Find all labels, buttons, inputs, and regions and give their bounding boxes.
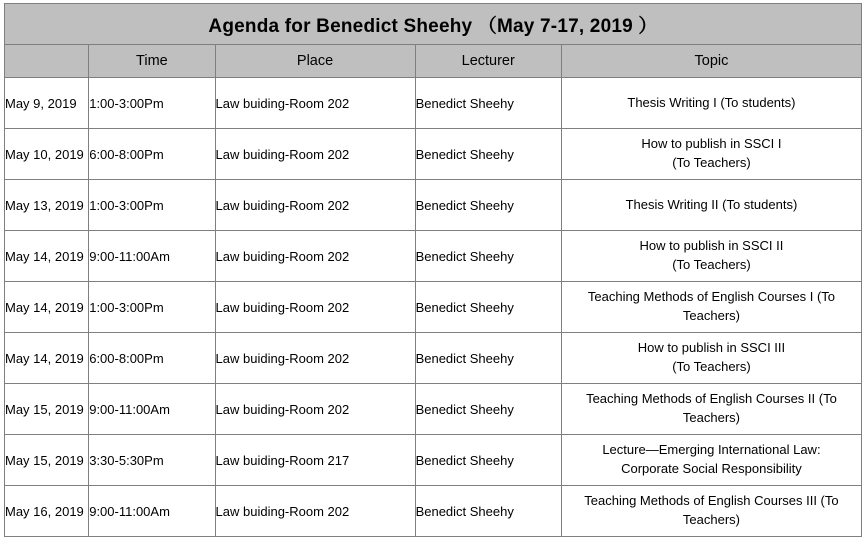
cell-topic-line-2: (To Teachers) — [672, 257, 751, 272]
cell-place: Law buiding-Room 202 — [215, 486, 415, 537]
cell-time: 9:00-11:00Am — [89, 231, 215, 282]
cell-lecturer: Benedict Sheehy — [415, 129, 561, 180]
cell-time: 1:00-3:00Pm — [89, 78, 215, 129]
cell-lecturer: Benedict Sheehy — [415, 231, 561, 282]
cell-date: May 14, 2019 — [5, 231, 89, 282]
table-row — [5, 486, 862, 537]
cell-topic-line-2: (To Teachers) — [672, 359, 751, 374]
cell-date: May 15, 2019 — [5, 435, 89, 486]
cell-topic — [561, 282, 861, 333]
table-row — [5, 78, 862, 129]
cell-time: 1:00-3:00Pm — [89, 180, 215, 231]
cell-time: 9:00-11:00Am — [89, 486, 215, 537]
cell-time: 6:00-8:00Pm — [89, 129, 215, 180]
cell-date: May 9, 2019 — [5, 78, 89, 129]
column-header-place: Place — [215, 45, 415, 78]
cell-topic — [561, 78, 861, 129]
cell-topic — [561, 180, 861, 231]
column-header-date — [5, 45, 89, 78]
cell-topic — [561, 435, 861, 486]
cell-place: Law buiding-Room 202 — [215, 282, 415, 333]
column-header-lecturer: Lecturer — [415, 45, 561, 78]
cell-time: 3:30-5:30Pm — [89, 435, 215, 486]
cell-topic-line-1: Thesis Writing I (To students) — [627, 94, 796, 110]
cell-place: Law buiding-Room 202 — [215, 231, 415, 282]
cell-topic-line-2: Teachers) — [682, 308, 740, 323]
cell-topic-line-2: (To Teachers) — [672, 155, 751, 170]
table-row — [5, 384, 862, 435]
cell-lecturer: Benedict Sheehy — [415, 333, 561, 384]
cell-lecturer: Benedict Sheehy — [415, 384, 561, 435]
cell-lecturer: Benedict Sheehy — [415, 486, 561, 537]
table-row — [5, 180, 862, 231]
cell-topic-line-1: Thesis Writing II (To students) — [625, 196, 798, 212]
table-header-row — [5, 45, 862, 78]
cell-date: May 13, 2019 — [5, 180, 89, 231]
table-row — [5, 333, 862, 384]
cell-topic — [561, 384, 861, 435]
table-title-row — [5, 4, 862, 45]
cell-topic — [561, 486, 861, 537]
cell-date: May 14, 2019 — [5, 282, 89, 333]
table-row — [5, 435, 862, 486]
cell-date: May 15, 2019 — [5, 384, 89, 435]
cell-topic-line-2: Teachers) — [682, 512, 740, 527]
cell-topic-line-1: Teaching Methods of English Courses I (To — [587, 289, 836, 305]
cell-time: 6:00-8:00Pm — [89, 333, 215, 384]
cell-topic-line-1: How to publish in SSCI II — [639, 238, 784, 254]
cell-date: May 14, 2019 — [5, 333, 89, 384]
cell-topic-line-1: Lecture—Emerging International Law: — [602, 442, 821, 458]
cell-place: Law buiding-Room 217 — [215, 435, 415, 486]
column-header-time: Time — [89, 45, 215, 78]
table-row — [5, 231, 862, 282]
cell-topic-line-1: Teaching Methods of English Courses II (To — [586, 391, 837, 407]
cell-topic — [561, 129, 861, 180]
cell-topic-line-1: How to publish in SSCI I — [641, 136, 782, 152]
document-page — [0, 3, 867, 554]
cell-date: May 16, 2019 — [5, 486, 89, 537]
table-row — [5, 129, 862, 180]
agenda-table — [4, 3, 862, 537]
cell-time: 1:00-3:00Pm — [89, 282, 215, 333]
title-date-range: （May 7-17, 2019 ） — [477, 15, 658, 37]
cell-topic — [561, 231, 861, 282]
cell-topic — [561, 333, 861, 384]
cell-topic-line-2: Teachers) — [682, 410, 740, 425]
cell-place: Law buiding-Room 202 — [215, 129, 415, 180]
cell-lecturer: Benedict Sheehy — [415, 78, 561, 129]
cell-lecturer: Benedict Sheehy — [415, 435, 561, 486]
cell-time: 9:00-11:00Am — [89, 384, 215, 435]
column-header-topic: Topic — [561, 45, 861, 78]
cell-date: May 10, 2019 — [5, 129, 89, 180]
cell-topic-line-1: Teaching Methods of English Courses III (To — [584, 493, 839, 509]
page-title: Agenda for Benedict Sheehy — [208, 15, 473, 37]
cell-place: Law buiding-Room 202 — [215, 78, 415, 129]
cell-place: Law buiding-Room 202 — [215, 180, 415, 231]
cell-place: Law buiding-Room 202 — [215, 333, 415, 384]
cell-lecturer: Benedict Sheehy — [415, 180, 561, 231]
table-title-cell — [5, 4, 862, 45]
cell-topic-line-1: How to publish in SSCI III — [637, 340, 786, 356]
cell-lecturer: Benedict Sheehy — [415, 282, 561, 333]
table-row — [5, 282, 862, 333]
cell-place: Law buiding-Room 202 — [215, 384, 415, 435]
cell-topic-line-2: Corporate Social Responsibility — [621, 461, 802, 476]
